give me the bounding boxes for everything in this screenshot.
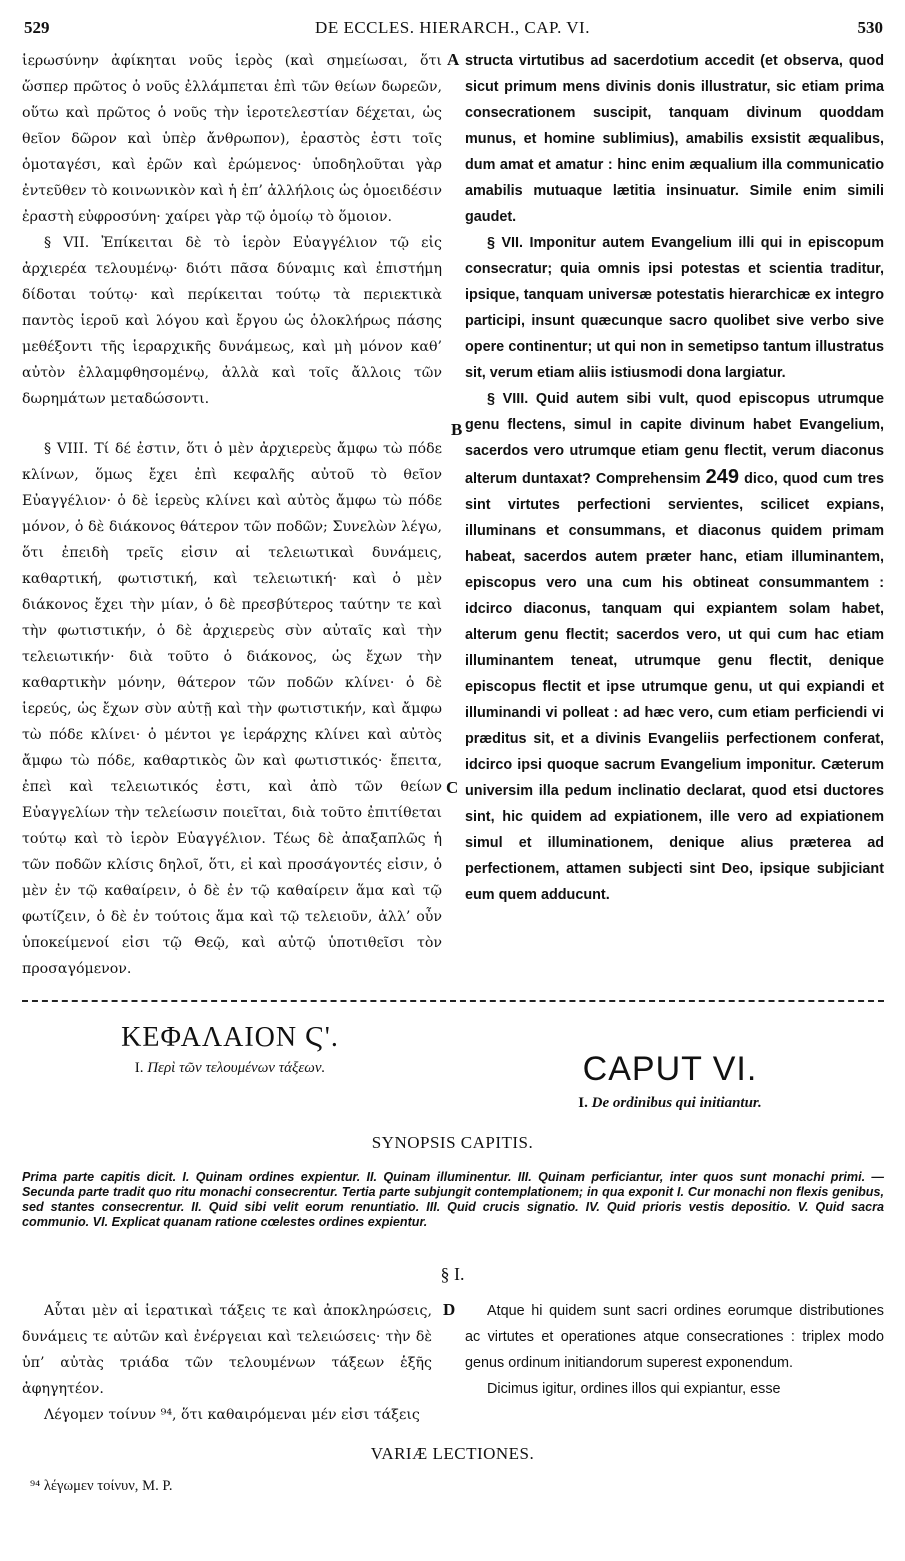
latin-column-upper xyxy=(465,48,884,908)
greek-paragraph: § VIII. Τί δέ ἐστιν, ὅτι ὁ μὲν ἀρχιερεὺς ἄμφω τὼ πόδε κλίνων, ὅμως ἔχει ἐπὶ κεφαλῆς αὐτοῦ τὸ θεῖον Εὐαγγέλιον· ὁ δὲ ἱερεὺς κλίνει καὶ αὐτὸς ἄμφω τὼ πόδε μόνον, ὁ δὲ διάκονος θάτερον τῶν ποδῶν; Συνελὼν λέγω, ὅτι ἐπειδὴ τρεῖς εἰσιν αἱ τελειωτικαὶ δυνάμεις, καθαρτική, φωτιστική, καὶ τελειωτική· καὶ ὁ μὲν διάκονος ἔχει τὴν μίαν, ὁ δὲ πρεσβύτερος ταύτην τε καὶ τὴν φωτιστικήν, ὁ δὲ ἀρχιερεὺς σὺν αὐταῖς καὶ τὴν τελειωτικήν· διὰ τοῦτο ὁ διάκονος, ὡς ἔχων τὴν καθαρτικὴν μόνην, θάτερον τῶν ποδῶν κλίνει· ὁ δὲ ἱερεύς, ὡς ἔχων σὺν αὐτῇ καὶ τὴν φωτιστικήν, καὶ ἄμφω τὼ πόδε κλίνει· ὁ μέντοι γε ἱεράρχης κλίνει καὶ αὐτὸς ἄμφω τὼ πόδε, καθαρτικὸς ὢν καὶ φωτιστικός· ἔπειτα, ἐπεὶ καὶ τελειωτικός ἐστι, καὶ ἀπὸ τῶν θείων Εὐαγγελίων τὴν τελείωσιν ποιεῖται, διὰ τοῦτο ἐπιτίθεται τούτῳ καὶ τὸ ἱερὸν Εὐαγγέλιον. Τέως δὲ ἀπαξαπλῶς ἡ τῶν ποδῶν κλίσις δηλοῖ, ὅτι, εἰ καὶ προσάγοντές εἰσιν, ὁ μὲν ἐν τῷ καθαίρειν, ὁ δὲ ἐν τῷ καθαίρειν ἅμα καὶ τῷ φωτίζειν, ὁ δὲ ἐν τούτοις ἅμα καὶ τῷ τελειοῦν, ἀλλ’ οὖν ὑποκείμενοί εἰσι τῷ Θεῷ, καὶ αὐτῷ ὑποτιθεῖσι τὸν προσαγόμενον. xyxy=(22,441,442,977)
greek-paragraph: ἱερωσύνην ἀφίκηται νοῦς ἱερὸς (καὶ σημείωσαι, ὅτι ὥσπερ πρῶτος ὁ νοῦς ἐλλάμπεται ἐπὶ τῶν θείων δωρεῶν, οὕτω καὶ πρῶτος ὁ νοῦς τὴν ἱερoτελεστίαν δέχεται, ὡς θεῖον δῶρον καὶ ὑπὲρ ἄνθρωπον), ἐραστὸς ἐστι τοῖς ὁμοταγέσι, καὶ ἐρῶν καὶ ἐρώμενος· ὑποδηλοῦται γὰρ ἐντεῦθεν τὸ κοινωνικὸν καὶ ἡ ἐπ’ ἀλλήλοις ὡς ὁμοειδέσιν ἐραστὴ εὐφροσύνη· χαίρει γὰρ τῷ ὁμοίῳ τὸ ὅμοιον. xyxy=(22,53,442,225)
margin-marker-a: A xyxy=(447,50,460,69)
variae-heading: VARIÆ LECTIONES. xyxy=(370,1444,535,1463)
greek-paragraph: § VII. Ἐπίκειται δὲ τὸ ἱερὸν Εὐαγγέλιον τῷ εἰς ἀρχιερέα τελουμένῳ· διότι πᾶσα δύναμις καὶ ἐπιστήμη δίδοται τούτῳ· καὶ περίκειται τούτῳ τὰ περιεκτικὰ παντὸς ἱεροῦ καὶ λόγου καὶ ἔργου ὡς ὁλοκλήρως πάσης μεθέξοντι τῆς ἱεραρχικῆς δυνάμεως, καὶ μὴ μόνον καθ’ αὐτὸν ἐλλαμφθησομένῳ, ἀλλὰ καὶ τοῖς ἄλλοις τῶν δωρημάτων μεταδώσοντι. xyxy=(22,235,442,407)
latin-paragraph-part: § VIII. Quid autem sibi vult, quod episcopus utrumque genu flectens, simul in capite divinum habet Evangelium, sacerdos vero utrumque etiam genu flectit, verum diaconus alterum duntaxat? Comprehensim xyxy=(465,391,884,487)
margin-marker-c: C xyxy=(446,778,459,797)
section-mark: § I. xyxy=(440,1264,465,1284)
margin-marker-b: B xyxy=(451,420,463,439)
greek-paragraph: Αὗται μὲν αἱ ἱερατικαὶ τάξεις τε καὶ ἀποκληρώσεις, δυνάμεις τε αὐτῶν καὶ ἐνέργειαι καὶ τελειώσεις· τὴν δὲ ὑπ’ αὐτὰς τριάδα τῶν τελουμένων τάξεων ἑξῆς ἀφηγητέον. xyxy=(22,1303,432,1397)
chapter-title-latin xyxy=(480,1050,860,1112)
synopsis-heading: SYNOPSIS CAPITIS. xyxy=(371,1133,534,1152)
latin-paragraph: Atque hi quidem sunt sacri ordines eorumque distributiones ac virtutes et operationes atque consecrationes : triplex modo genus ordinum initiandorum superest exponendum. xyxy=(465,1303,884,1371)
section-divider xyxy=(22,1000,884,1002)
greek-chapter-heading: ΚΕΦΑΛΑΙΟΝ Ϛ'. xyxy=(121,1022,339,1053)
variae-note: ⁹⁴ λέγωμεν τοίνυν, M. P. xyxy=(30,1478,173,1494)
chapter-title-greek xyxy=(40,1022,420,1077)
latin-paragraph xyxy=(465,386,884,908)
latin-column-lower xyxy=(465,1298,884,1402)
greek-column-lower xyxy=(22,1298,432,1428)
greek-chapter-subtitle: Ι. Περὶ τῶν τελουμένων τάξεων. xyxy=(134,1060,326,1076)
page-number-right: 530 xyxy=(857,18,883,37)
synopsis-text xyxy=(22,1170,884,1230)
latin-chapter-subtitle: I. De ordinibus qui initiantur. xyxy=(578,1095,762,1111)
running-title: DE ECCLES. HIERARCH., CAP. VI. xyxy=(315,18,590,37)
column-number-249: 249 xyxy=(705,466,740,488)
running-header xyxy=(0,18,905,42)
latin-paragraph: Dicimus igitur, ordines illos qui expiantur, esse xyxy=(487,1381,781,1397)
synopsis-paragraph: Prima parte capitis dicit. I. Quinam ordines expientur. II. Quinam illuminentur. III. Quinam perficiantur, inter quos sunt monachi primi. — Secunda parte tradit quo ritu monachi consecrentur. Tertia parte subjungit contemplationem; in qua exponit I. Cur monachi non flexis genibus, sed stantes consecrentur. II. Quid sibi velit eorum renuntiatio. III. Quid crucis signatio. IV. Quid prioris vestis depositio. V. Quid sacra communio. VI. Explicat quanam ratione cœlestes ordines expientur. xyxy=(22,1170,884,1229)
latin-paragraph: § VII. Imponitur autem Evangelium illi qui in episcopum consecratur; quia omnis ipsi potestas et scientia traditur, ipsique, tanquam universæ potestatis hierarchicæ ex integro participi, insunt quæcunque sacro quolibet sive verbo sive opere continentur; ut qui non in semetipso tantum illustratus sit, verum etiam aliis istiusmodi dona largiatur. xyxy=(465,235,884,381)
greek-column-upper xyxy=(22,48,442,982)
latin-chapter-heading: CAPUT VI. xyxy=(582,1050,758,1088)
latin-paragraph-part: dico, quod cum tres sint virtutes perfectioni servientes, scilicet expians, illuminans et consummans, et diaconus quidem primam habeat, sacerdos autem præter hanc, etiam illuminantem, episcopus vero una cum his obtineat consummantem : idcirco diaconus, tanquam qui expiantem solam habet, alterum genu flectit; sacerdos vero, ut qui cum hac etiam illuminantem teneat, utrumque genu flectit, denique episcopus flectit et ipse utrumque genu, ut qui expiandi et illuminandi vi polleat : ad hæc vero, cum etiam perficiendi vi præditus sit, et a divinis Evangeliis perfectionem conferat, idcirco ipsi quoque sacrum Evangelium imponitur. Cæterum universim illa pedum inclinatio declarat, quod etsi ductores sint, hic quidem ad expiationem, ille vero ad expiationem simul et illuminationem, denique alius præterea ad perfectionem, attamen subjecti sint Deo, ipsique subjiciant eum quem adducunt. xyxy=(465,471,885,903)
latin-paragraph: structa virtutibus ad sacerdotium accedit (et observa, quod sicut primum mens divinis donis illustratur, sic etiam prima consecrationem suscipit, tanquam divinum quoddam munus, et homine sublimius), amabilis exsistit æqualibus, dum amat et amatur : hinc enim æqualium illa communicatio amabilis mutuaque lætitia insinuatur. Simile enim simili gaudet. xyxy=(465,53,884,225)
margin-marker-d: D xyxy=(443,1300,456,1319)
greek-paragraph: Λέγομεν τοίνυν ⁹⁴, ὅτι καθαιρόμεναι μέν εἰσι τάξεις xyxy=(44,1407,420,1423)
page-number-left: 529 xyxy=(24,18,50,37)
